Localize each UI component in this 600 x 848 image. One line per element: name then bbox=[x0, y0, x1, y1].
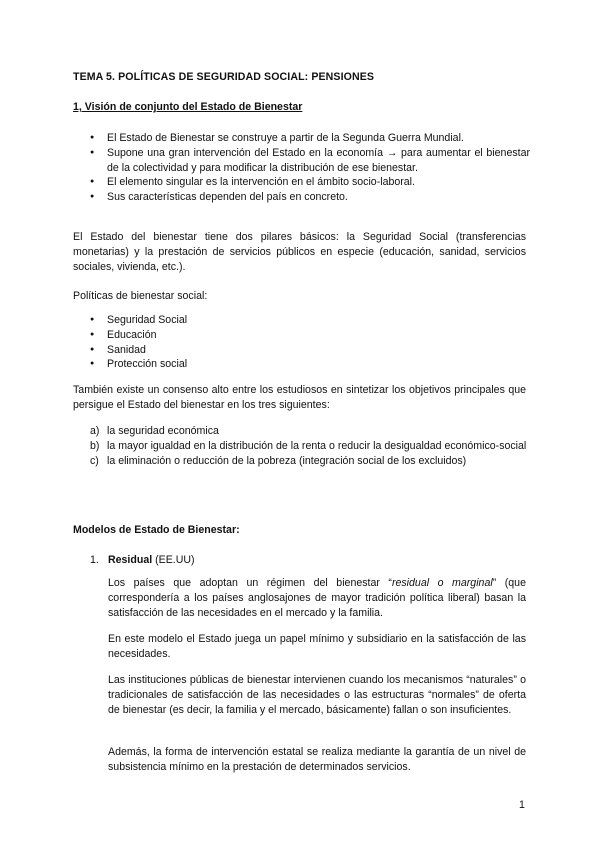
document-title: TEMA 5. POLÍTICAS DE SEGURIDAD SOCIAL: PENSIONES bbox=[73, 71, 375, 83]
residual-p1-italic: residual o marginal bbox=[391, 577, 493, 589]
pillars-paragraph: El Estado del bienestar tiene dos pilares básicos: la Seguridad Social (transferencias monetarias) y la prestación de servicios públicos en especie (educación, sanidad, servicios sociales, vivienda, etc.). bbox=[73, 231, 526, 274]
objective-text: la mayor igualdad en la distribución de la renta o reducir la desigualdad económico-social bbox=[107, 439, 527, 452]
residual-paragraph-3: Las instituciones públicas de bienestar intervienen cuando los mecanismos “naturales” o tradicionales de satisfacción de las necesidades o las estructuras “normales” de oferta de bienestar (es decir, la familia y el mercado, básicamente) fallan o son insuficientes. bbox=[108, 674, 526, 717]
objective-marker: c) bbox=[90, 454, 99, 467]
policies-bullet-list bbox=[90, 313, 530, 372]
model-name: Residual bbox=[108, 554, 153, 566]
overview-bullet: ● El elemento singular es la intervención en el ámbito socio-laboral. bbox=[90, 175, 530, 190]
objective-text: la seguridad económica bbox=[107, 425, 219, 437]
objective-item bbox=[90, 439, 530, 454]
objective-item bbox=[90, 424, 530, 439]
policy-bullet: ● Educación bbox=[90, 328, 530, 343]
residual-paragraph-2: En este modelo el Estado juega un papel mínimo y subsidiario en la satisfacción de las necesidades. bbox=[108, 633, 526, 661]
overview-bullet: ● Sus características dependen del país en concreto. bbox=[90, 190, 530, 205]
objective-item bbox=[90, 454, 530, 469]
policies-intro: Políticas de bienestar social: bbox=[73, 290, 208, 302]
residual-p1-end: ” (que correspondería a los países anglosajones de mayor tradición política liberal) basan la satisfacción de las necesidades en el mercado y la familia. bbox=[108, 577, 526, 620]
objective-marker: b) bbox=[90, 439, 100, 452]
objective-text: la eliminación o reducción de la pobreza (integración social de los excluidos) bbox=[107, 454, 467, 467]
residual-paragraph-4: Además, la forma de intervención estatal se realiza mediante la garantía de un nivel de subsistencia mínimo en la prestación de determinados servicios. bbox=[108, 746, 526, 774]
residual-p1-start: Los países que adoptan un régimen del bienestar “ bbox=[108, 577, 392, 589]
objectives-list bbox=[90, 424, 530, 468]
model-item-residual bbox=[90, 554, 195, 566]
objective-marker: a) bbox=[90, 425, 100, 437]
overview-bullet: ● El Estado de Bienestar se construye a partir de la Segunda Guerra Mundial. bbox=[90, 131, 530, 146]
page-number: 1 bbox=[519, 799, 525, 811]
policy-bullet: ● Sanidad bbox=[90, 343, 530, 358]
residual-paragraph-1 bbox=[108, 576, 526, 622]
policy-bullet: ● Protección social bbox=[90, 357, 530, 372]
section-heading-welfare-overview: 1, Visión de conjunto del Estado de Bienestar bbox=[73, 101, 303, 113]
policy-bullet: ● Seguridad Social bbox=[90, 313, 530, 328]
models-heading: Modelos de Estado de Bienestar: bbox=[73, 524, 240, 536]
consensus-paragraph: También existe un consenso alto entre los estudiosos en sintetizar los objetivos principales que persigue el Estado del bienestar en los tres siguientes: bbox=[73, 384, 526, 412]
overview-bullet: ● Supone una gran intervención del Estado en la economía → para aumentar el bienestar de la colectividad y para modificar la distribución de ese bienestar. bbox=[90, 146, 530, 176]
model-country: (EE.UU) bbox=[152, 554, 195, 566]
overview-bullet-list bbox=[90, 131, 530, 205]
model-number: 1. bbox=[90, 554, 99, 566]
